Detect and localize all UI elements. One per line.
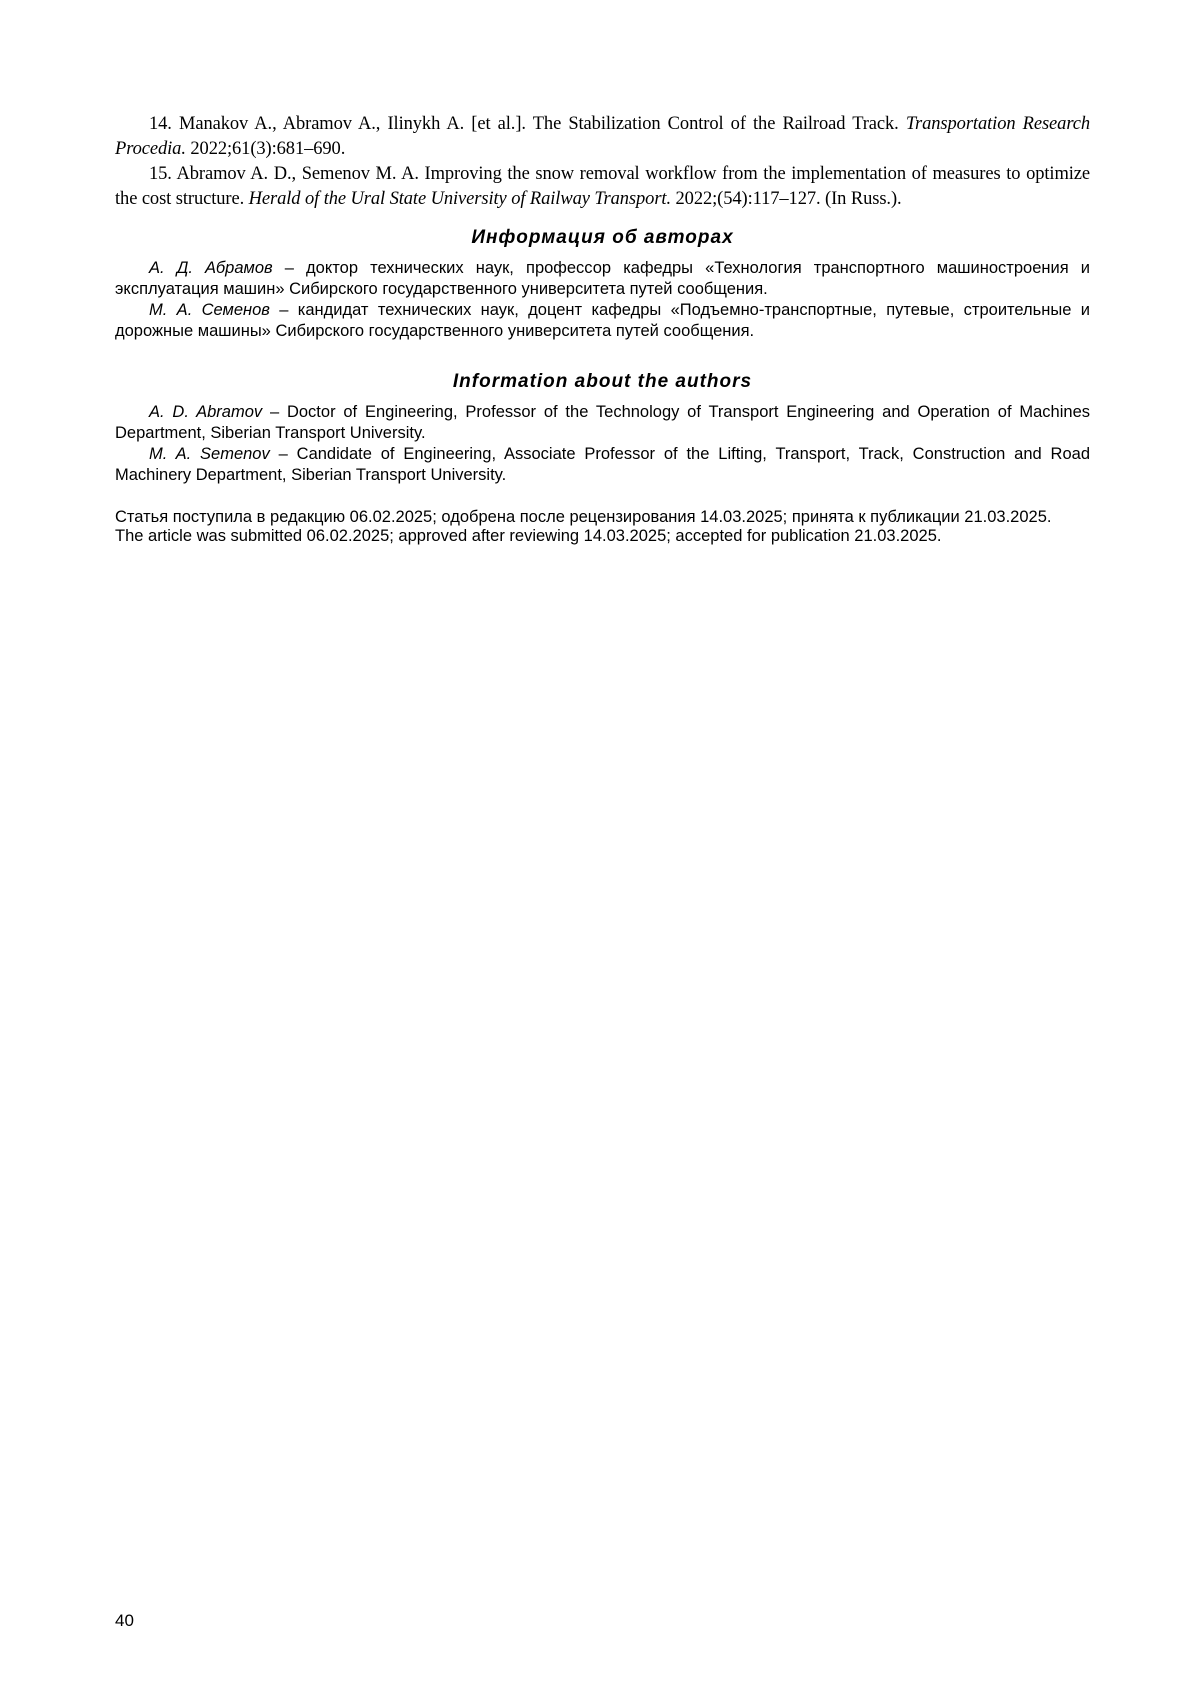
reference-14 — [115, 112, 1090, 162]
author-description: – Doctor of Engineering, Professor of the Technology of Transport Engineering and Operation of Machines Department, Siberian Transport University. — [115, 403, 1090, 442]
reference-journal: Herald of the Ural State University of Railway Transport. — [248, 189, 671, 209]
authors-ru-title: Информация об авторах — [471, 227, 734, 248]
author-en-abramov — [115, 402, 1090, 444]
author-name: М. А. Семенов — [149, 301, 270, 319]
reference-text: Abramov A. D., Semenov M. A. Improving the snow removal workflow from the implementation of measures to optimize the cost structure. — [115, 164, 1090, 209]
author-name: А. Д. Абрамов — [149, 259, 273, 277]
page-number: 40 — [115, 1611, 134, 1630]
author-description: – кандидат технических наук, доцент кафедры «Подъемно-транспортные, путевые, строительные и дорожные машины» Сибирского государственного университета путей сообщения. — [115, 301, 1090, 340]
page-content — [115, 112, 1090, 546]
author-name: M. A. Semenov — [149, 445, 270, 463]
reference-details: 2022;(54):117–127. (In Russ.). — [675, 189, 902, 209]
reference-text: Manakov A., Abramov A., Ilinykh A. [et al.]. The Stabilization Control of the Railroad Track. — [178, 114, 899, 134]
author-description: – Candidate of Engineering, Associate Professor of the Lifting, Transport, Track, Construction and Road Machinery Department, Siberian Transport University. — [115, 445, 1091, 484]
author-en-semenov — [115, 444, 1090, 486]
author-ru-semenov — [115, 300, 1090, 342]
reference-details: 2022;61(3):681–690. — [190, 139, 346, 159]
reference-15 — [115, 162, 1090, 212]
dates-ru: Статья поступила в редакцию 06.02.2025; одобрена после рецензирования 14.03.2025; принята к публикации 21.03.2025. — [115, 508, 1052, 526]
author-name: A. D. Abramov — [149, 403, 263, 421]
reference-list — [115, 112, 1090, 212]
article-dates — [115, 508, 1090, 546]
authors-en-title: Information about the authors — [452, 371, 753, 392]
author-ru-abramov — [115, 258, 1090, 300]
dates-en: The article was submitted 06.02.2025; approved after reviewing 14.03.2025; accepted for publication 21.03.2025. — [115, 527, 942, 545]
reference-journal: Transportation Research Procedia. — [115, 114, 1090, 159]
authors-ru-section — [115, 258, 1090, 342]
reference-number: 14. — [149, 114, 172, 134]
reference-number: 15. — [149, 164, 172, 184]
author-description: – доктор технических наук, профессор кафедры «Технология транспортного машиностроения и эксплуатация машин» Сибирского государственного университета путей сообщения. — [115, 259, 1090, 298]
authors-en-section — [115, 402, 1090, 486]
